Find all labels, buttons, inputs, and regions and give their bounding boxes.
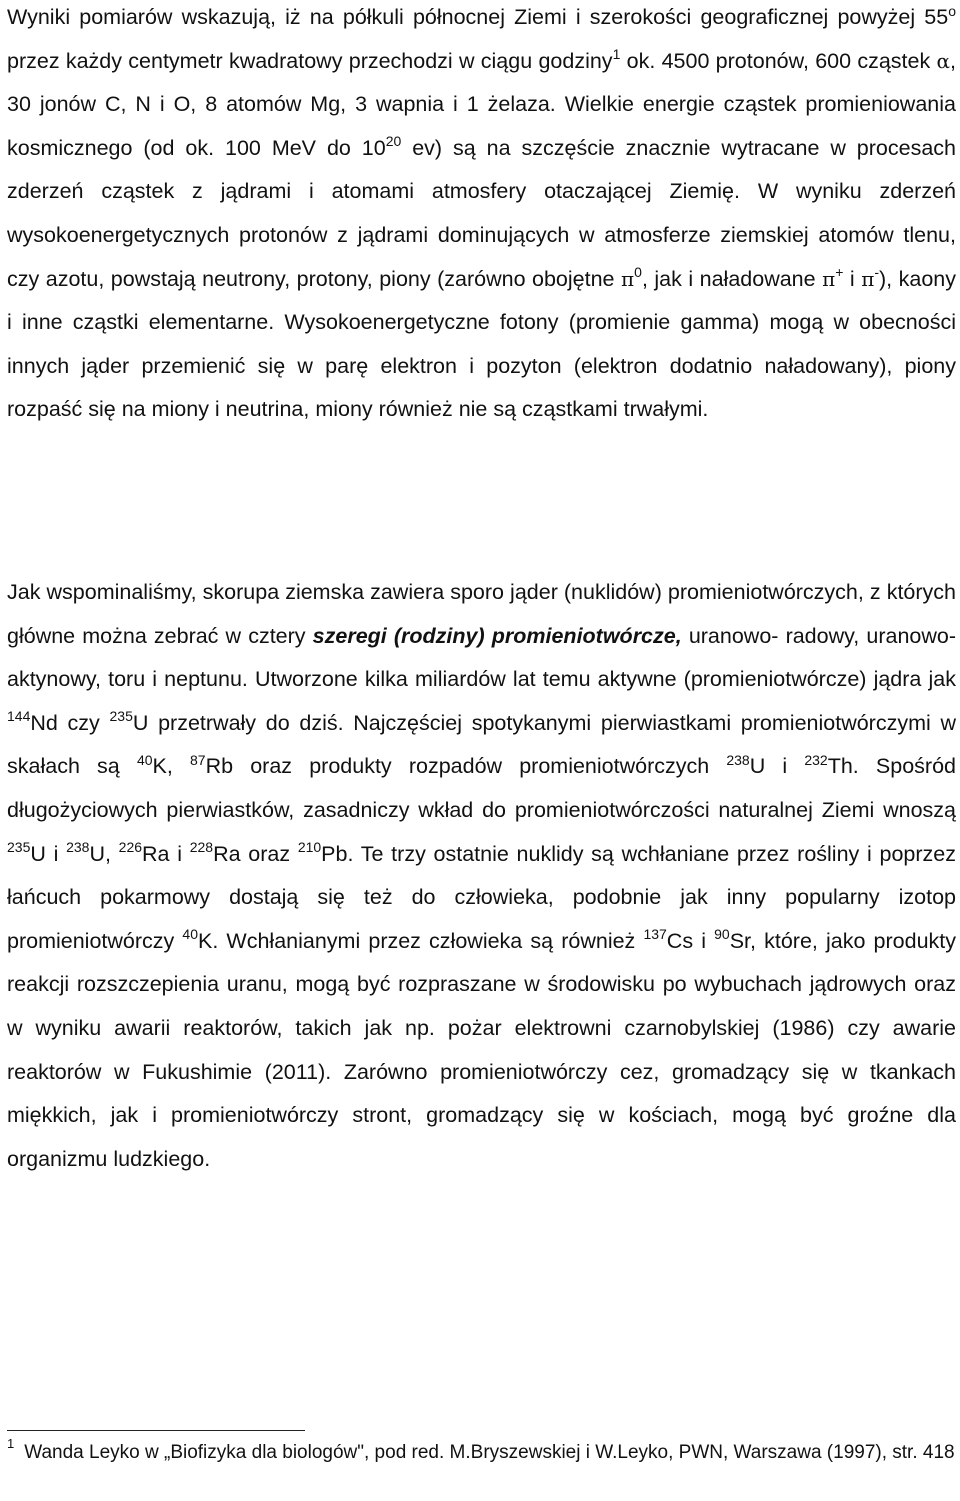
text-run: K. Wchłanianymi przez człowieka są również xyxy=(197,928,644,953)
text-run: , jak i naładowane xyxy=(641,266,823,291)
degree-superscript: o xyxy=(948,2,956,19)
text-run: Nd czy xyxy=(30,710,110,735)
text-run: przez każdy centymetr kwadratowy przechodzi w ciągu godziny xyxy=(7,48,613,73)
mass-number: 144 xyxy=(7,708,31,725)
text-run: U i xyxy=(749,754,805,779)
mass-number: 40 xyxy=(182,926,198,943)
mass-number: 137 xyxy=(643,926,667,943)
text-run: K, xyxy=(152,754,190,779)
paragraph-radioactive-series xyxy=(7,571,956,1181)
mass-number: 228 xyxy=(189,839,214,856)
footnote xyxy=(7,1436,956,1466)
text-run: uranowo- radowy, uranowo-aktynowy, toru i neptunu. Utworzone kilka miliardów lat temu aktywne (promieniotwórcze) jądra jak xyxy=(7,623,957,692)
mass-number: 87 xyxy=(190,751,206,768)
pi-symbol: π xyxy=(861,266,875,291)
text-run: Rb oraz produkty rozpadów promieniotwórczych xyxy=(205,754,727,779)
text-run: i xyxy=(843,266,862,291)
text-run: U i xyxy=(30,841,67,866)
mass-number: 210 xyxy=(297,839,322,856)
text-run: Sr, które, jako produkty reakcji rozszczepienia uranu, mogą być rozpraszane w środowisku po wybuchach jądrowych oraz w wyniku awarii reaktorów, takich jak np. pożar elektrowni czarnobylskiej (1986) czy awarie reaktorów w Fukushimie (2011). Zarówno promieniotwórczy cez, gromadzący się w tkankach miękkich, jak i promieniotwórczy stront, gromadzący się w kościach, mogą być groźne dla organizmu ludzkiego. xyxy=(7,928,957,1171)
emphasized-term: szeregi (rodziny) promieniotwórcze, xyxy=(312,623,682,648)
mass-number: 235 xyxy=(7,839,31,856)
footnote-text: Wanda Leyko w „Biofizyka dla biologów", pod red. M.Bryszewskiej i W.Leyko, PWN, Warszawa (1997), str. 418 xyxy=(24,1442,955,1463)
text-run: Ra oraz xyxy=(213,841,298,866)
pi-symbol: π xyxy=(621,266,635,291)
text-run: Jak wspominaliśmy, skorupa ziemska zawiera sporo jąder (nuklidów) promieniotwórczych, z których główne można zebrać w cztery xyxy=(7,580,956,648)
text-run: Cs i xyxy=(666,928,715,953)
text-run: ev) są na szczęście znacznie wytracane w procesach zderzeń cząstek z jądrami i atomami atmosfery otaczającej Ziemię. W wyniku zderzeń wysokoenergetycznych protonów z jądrami dominujących w atmosferze ziemskiej atomów tlenu, czy azotu, powstają neutrony, protony, piony (zarówno obojętne xyxy=(7,135,956,291)
mass-number: 235 xyxy=(109,708,133,725)
text-run: Ra i xyxy=(142,841,190,866)
footnote-reference[interactable]: 1 xyxy=(612,46,621,63)
paragraph-cosmic-rays xyxy=(7,0,956,432)
mass-number: 40 xyxy=(136,751,153,768)
text-run: U, xyxy=(89,841,119,866)
text-run: , 30 jonów C, N i O, 8 atomów Mg, 3 wapnia i 1 żelaza. Wielkie energie cząstek promieniowania kosmicznego (od ok. 100 MeV do 10 xyxy=(7,48,956,160)
text-run: U przetrwały do dziś. Najczęściej spotykanymi pierwiastkami promieniotwórczymi w skałach są xyxy=(7,710,956,779)
footnote-separator xyxy=(7,1430,305,1431)
mass-number: 90 xyxy=(714,926,730,943)
alpha-symbol: α xyxy=(936,48,951,73)
text-run: ), kaony i inne cząstki elementarne. Wysokoenergetyczne fotony (promienie gamma) mogą w obecności innych jąder przemienić się w parę elektron i pozyton (elektron dodatnio naładowany), piony rozpaść się na miony i neutrina, miony również nie są cząstkami trwałymi. xyxy=(7,266,957,422)
pi-symbol: π xyxy=(822,266,836,291)
text-run: Wyniki pomiarów wskazują, iż na półkuli północnej Ziemi i szerokości geograficznej powyżej 55 xyxy=(7,5,949,29)
mass-number: 226 xyxy=(118,839,143,856)
mass-number: 238 xyxy=(726,751,750,768)
text-run: Pb. Te trzy ostatnie nuklidy są wchłaniane przez rośliny i poprzez łańcuch pokarmowy dostają się też do człowieka, podobnie jak inny popularny izotop promieniotwórczy xyxy=(7,841,956,953)
pion-charge-superscript: 0 xyxy=(634,264,642,281)
text-run: ok. 4500 protonów, 600 cząstek xyxy=(620,48,937,73)
footnote-marker: 1 xyxy=(7,1436,15,1451)
exponent-superscript: 20 xyxy=(385,133,402,150)
pion-charge-superscript: + xyxy=(835,264,844,281)
text-run: Th. Spośród długożyciowych pierwiastków, zasadniczy wkład do promieniotwórczości naturalnej Ziemi wnoszą xyxy=(7,754,957,822)
pion-charge-superscript: - xyxy=(874,264,880,281)
mass-number: 238 xyxy=(66,839,90,856)
mass-number: 232 xyxy=(804,751,828,768)
